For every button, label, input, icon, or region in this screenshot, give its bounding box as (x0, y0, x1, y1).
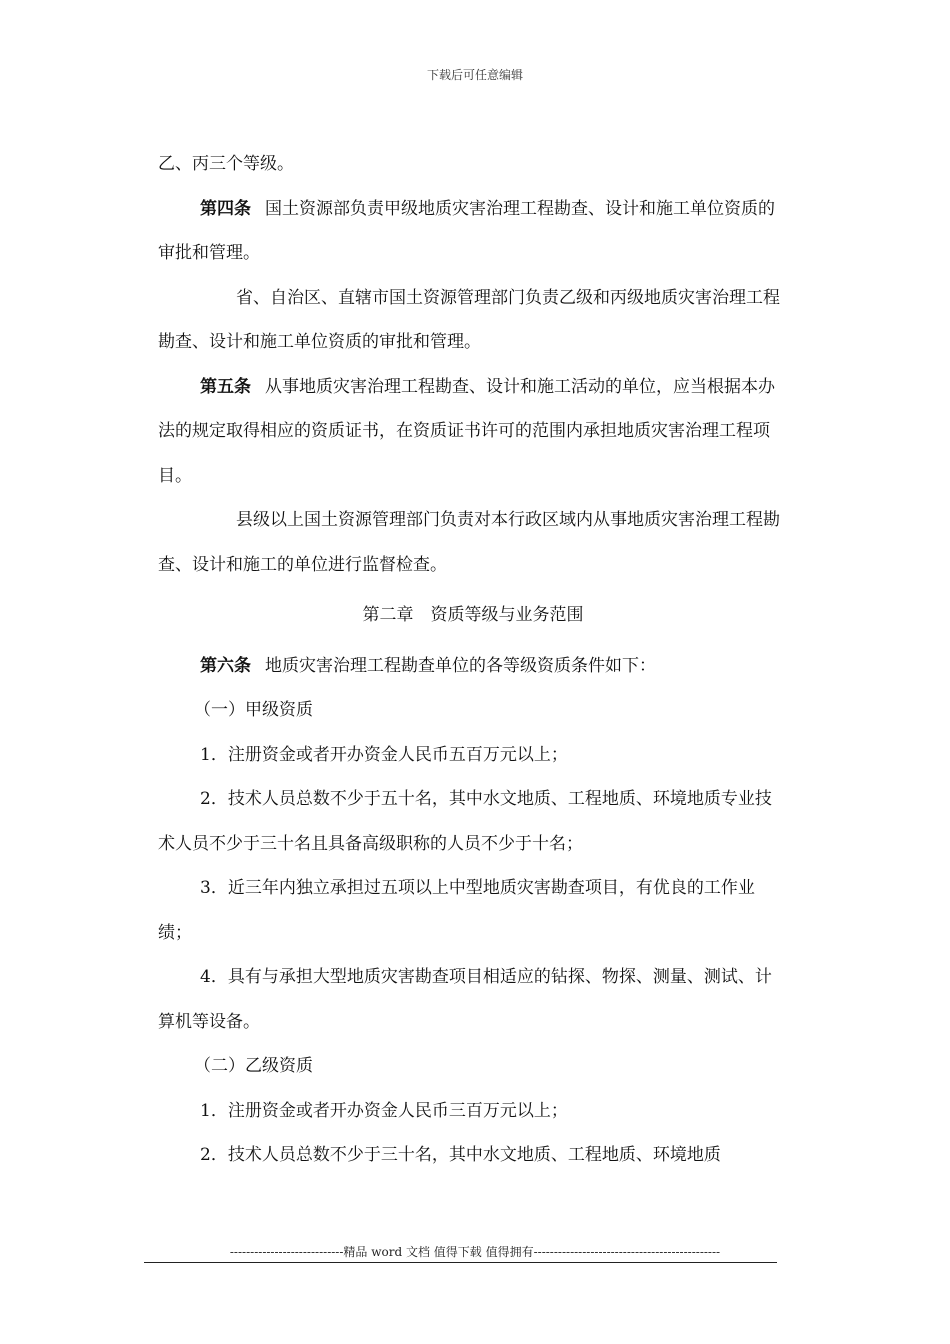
section-heading: （二）乙级资质 (194, 1056, 313, 1076)
list-item: 2．技术人员总数不少于三十名，其中水文地质、工程地质、环境地质 (200, 1145, 721, 1165)
list-item: 1．注册资金或者开办资金人民币五百万元以上； (200, 744, 568, 765)
list-item: 4．具有与承担大型地质灾害勘查项目相适应的钻探、物探、测量、测试、计算机等设备。 (158, 967, 772, 1032)
chapter-heading: 第二章 资质等级与业务范围 (362, 605, 584, 625)
list-item: 2．技术人员总数不少于五十名，其中水文地质、工程地质、环境地质专业技术人员不少于三十名且具备高级职称的人员不少于十名； (158, 789, 772, 854)
article-number: 第五条 (200, 376, 251, 397)
paragraph: 省、自治区、直辖市国土资源管理部门负责乙级和丙级地质灾害治理工程勘查、设计和施工单位资质的审批和管理。 (158, 287, 780, 352)
footer-divider (144, 1262, 777, 1263)
document-body (158, 142, 788, 1178)
section-heading: （一）甲级资质 (194, 700, 313, 720)
paragraph: 第四条 国土资源部负责甲级地质灾害治理工程勘查、设计和施工单位资质的审批和管理。 (158, 198, 775, 263)
paragraph: 第五条 从事地质灾害治理工程勘查、设计和施工活动的单位，应当根据本办法的规定取得相应的资质证书，在资质证书许可的范围内承担地质灾害治理工程项目。 (158, 376, 775, 486)
paragraph: 第六条 地质灾害治理工程勘查单位的各等级资质条件如下： (200, 655, 656, 676)
article-number: 第四条 (200, 198, 251, 219)
list-item: 1．注册资金或者开办资金人民币三百万元以上； (200, 1100, 568, 1121)
paragraph: 乙、丙三个等级。 (158, 154, 294, 174)
paragraph: 县级以上国土资源管理部门负责对本行政区域内从事地质灾害治理工程勘查、设计和施工的单位进行监督检查。 (158, 510, 780, 575)
page-header: 下载后可任意编辑 (426, 68, 523, 82)
list-item: 3．近三年内独立承担过五项以上中型地质灾害勘查项目，有优良的工作业绩； (158, 878, 755, 943)
page-footer: ----------------------------精品 word 文档 值得下载 值得拥有---------------------------------------------- (229, 1245, 721, 1259)
article-number: 第六条 (200, 655, 251, 676)
